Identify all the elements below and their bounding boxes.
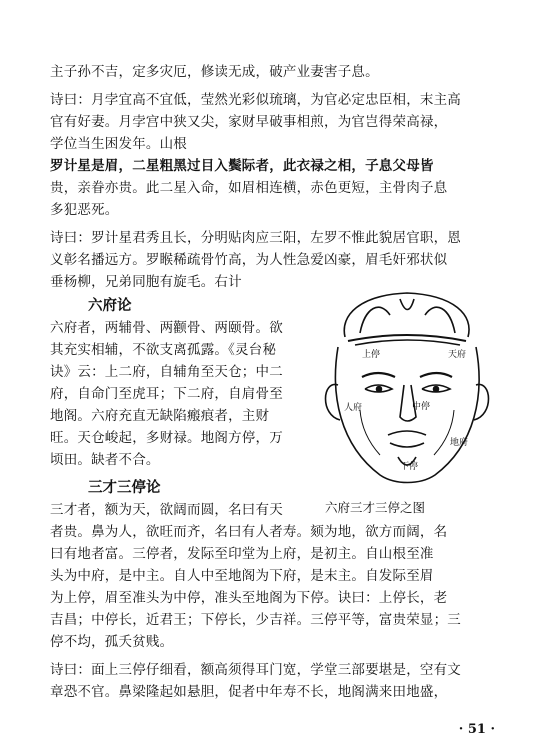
- label-renfu: 人府: [344, 403, 363, 413]
- text-line: 地阁。六府充直无缺陷瘢痕者，主财: [50, 408, 270, 424]
- text-line: 罗计星是眉，二星粗黑过目入鬓际者，此衣禄之相，子息父母皆: [50, 158, 434, 174]
- text-line: 六府者，两辅骨、两颧骨、两颐骨。欲: [50, 320, 283, 336]
- text-line: 为上停，眉至准头为中停，准头至地阁为下停。诀曰：上停长，老: [50, 590, 448, 606]
- text-line: 其充实相辅，不欲支离孤露。《灵台秘: [50, 342, 277, 358]
- section-heading-sancai: 三才三停论: [88, 479, 161, 496]
- text-line: 顷田。缺者不合。: [50, 452, 160, 468]
- section-heading-liufu: 六府论: [88, 297, 132, 314]
- text-line: 主子孙不吉，定多灾厄，修读无成，破产业妻害子息。: [50, 64, 379, 80]
- page-number: · 51 ·: [458, 722, 495, 737]
- text-line: 府，自命门至虎耳；下二府，自肩骨至: [50, 386, 283, 402]
- headdress-outline: [344, 293, 469, 337]
- label-difu: 地府: [450, 438, 469, 448]
- text-line: 贵，亲眷亦贵。此二星入命，如眉相连横，赤色更短，主骨肉子息: [50, 180, 448, 196]
- text-line: 章恐不官。鼻梁隆起如悬胆，促者中年寿不长，地阁满来田地盛，: [50, 684, 448, 700]
- text-line: 诗曰：罗计星君秀且长，分明贴肉应三阳，左罗不惟此貌居官职，恩: [50, 230, 461, 246]
- text-line: 诗曰：面上三停仔细看，额高须得耳门宽，学堂三部要堪是，空有文: [50, 662, 461, 678]
- text-line: 垂杨柳，兄弟同胞有旋毛。右计: [50, 274, 242, 290]
- text-line: 官有好妻。月孛宫中狭又尖，家财早破事相煎，为官岂得荣高禄，: [50, 114, 448, 130]
- text-line: 头为中府，是中主。自人中至地阁为下府，是末主。自发际至眉: [50, 568, 434, 584]
- label-middle-stop: 中停: [412, 402, 431, 412]
- label-tianfu: 天府: [448, 350, 467, 360]
- text-line: 旺。天仓峻起，多财禄。地阁方停，万: [50, 430, 283, 446]
- text-line: 者贵。鼻为人，欲旺而齐，名曰有人者寿。颏为地，欲方而阔，名: [50, 524, 448, 540]
- label-upper-stop: 上停: [362, 350, 381, 360]
- text-line: 诗曰：月孛宜高不宜低，莹然光彩似琉璃，为官必定忠臣相，末主高: [50, 92, 461, 108]
- face-diagram: [300, 285, 515, 495]
- text-line: 吉昌；中停长，近君王；下停长，少吉祥。三停平等，富贵荣显；三: [50, 612, 461, 628]
- label-lower-stop: 下停: [400, 462, 419, 472]
- text-line: 三才者，额为天，欲阔而圆，名曰有天: [50, 502, 283, 518]
- text-line: 义彰名播远方。罗睺稀疏骨竹高，为人性急爱凶豪，眉毛奸邪状似: [50, 252, 448, 268]
- text-line: 诀》云：上二府，自辅角至天仓；中二: [50, 364, 283, 380]
- text-line: 曰有地者富。三停者，发际至印堂为上府，是初主。自山根至准: [50, 546, 434, 562]
- text-line: 停不均，孤夭贫贱。: [50, 634, 174, 650]
- text-line: 多犯恶死。: [50, 202, 119, 218]
- figure-caption: 六府三才三停之图: [325, 500, 426, 515]
- text-line: 学位当生困发年。山根: [50, 136, 187, 152]
